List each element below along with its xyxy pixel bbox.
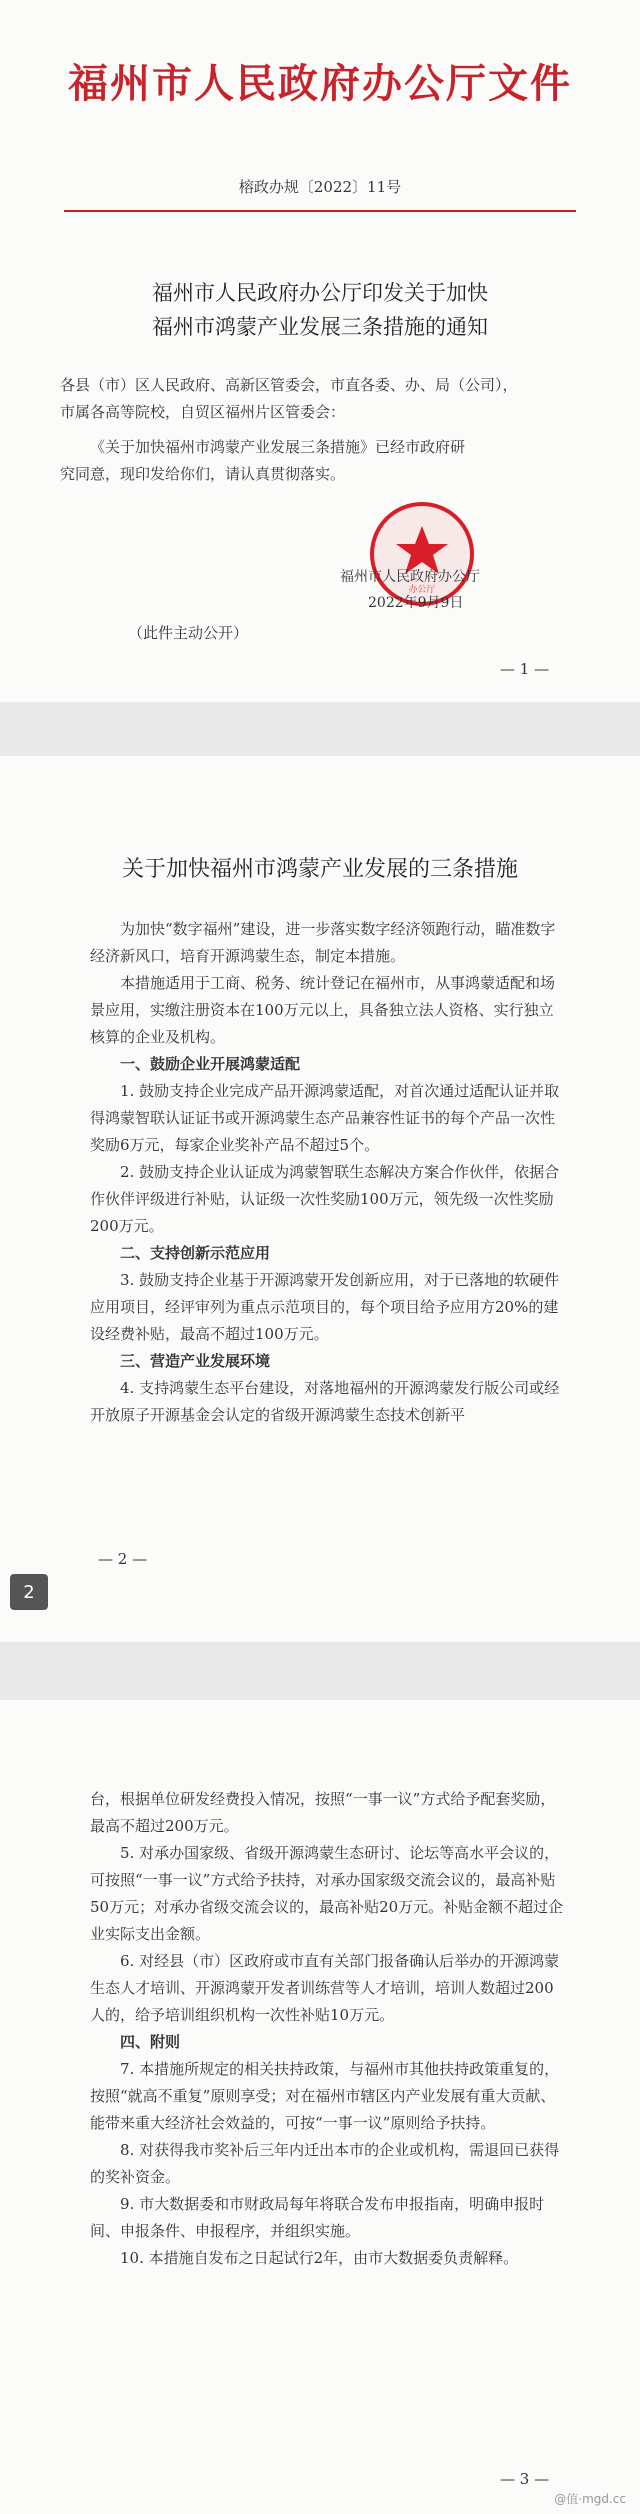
item-5: 5. 对承办国家级、省级开源鸿蒙生态研讨、论坛等高水平会议的，可按照“一事一议”方式给予扶持，对承办国家级交流会议的，最高补贴50万元；对承办省级交流会议的，最高补贴20万元。补贴金额不超过企业实际支出金额。	[90, 1844, 564, 1943]
watermark: @值·mgd.cc	[554, 2492, 626, 2506]
item-2: 2. 鼓励支持企业认证成为鸿蒙智联生态解决方案合作伙伴，依据合作伙伴评级进行补贴，认证级一次性奖励100万元，领先级一次性奖励200万元。	[90, 1163, 560, 1235]
red-header-title: 福州市人民政府办公厅文件	[68, 60, 572, 107]
public-note: （此件主动公开）	[128, 624, 249, 642]
page-number-1: — 1 —	[500, 660, 550, 678]
measures-title: 关于加快福州市鸿蒙产业发展的三条措施	[121, 857, 518, 882]
notice-body-line-1: 《关于加快福州市鸿蒙产业发展三条措施》已经市政府研	[90, 438, 466, 456]
heading-4: 四、附则	[120, 2033, 181, 2051]
document-number: 榕政办规〔2022〕11号	[238, 178, 402, 196]
item-4-continued: 台，根据单位研发经费投入情况，按照“一事一议”方式给予配套奖励，最高不超过200万元。	[90, 1790, 556, 1835]
item-9: 9. 市大数据委和市财政局每年将联合发布申报指南，明确申报时间、申报条件、申报程序，并组织实施。	[90, 2195, 545, 2240]
notice-body	[60, 434, 585, 488]
document-page-3	[0, 1700, 640, 2514]
document-page-2	[0, 756, 640, 1642]
page-number-2: — 2 —	[98, 1550, 148, 1568]
signature-date: 2022年9月9日	[368, 595, 464, 611]
intro-paragraph: 为加快“数字福州”建设，进一步落实数字经济领跑行动，瞄准数字经济新风口，培育开源鸿蒙生态，制定本措施。	[90, 920, 556, 965]
notice-body-line-2: 究同意，现印发给你们，请认真贯彻落实。	[60, 465, 346, 483]
page-number-3: — 3 —	[500, 2470, 550, 2488]
recipients	[60, 372, 585, 426]
item-10: 10. 本措施自发布之日起试行2年，由市大数据委负责解释。	[120, 2249, 519, 2267]
red-divider-line	[64, 210, 576, 212]
item-6: 6. 对经县（市）区政府或市直有关部门报备确认后举办的开源鸿蒙生态人才培训、开源鸿蒙开发者训练营等人才培训，培训人数超过200人的，给予培训组织机构一次性补贴10万元。	[90, 1952, 560, 2024]
item-4: 4. 支持鸿蒙生态平台建设，对落地福州的开源鸿蒙发行版公司或经开放原子开源基金会认定的省级开源鸿蒙生态技术创新平	[90, 1379, 560, 1424]
measures-body-continued	[90, 1786, 565, 2272]
item-1: 1. 鼓励支持企业完成产品开源鸿蒙适配，对首次通过适配认证并取得鸿蒙智联认证证书或开源鸿蒙生态产品兼容性证书的每个产品一次性奖励6万元，每家企业奖补产品不超过5个。	[90, 1082, 560, 1154]
signature-organization: 福州市人民政府办公厅	[340, 569, 480, 585]
item-3: 3. 鼓励支持企业基于开源鸿蒙开发创新应用，对于已落地的软硬件应用项目，经评审列为重点示范项目的，每个项目给予应用方20%的建设经费补贴，最高不超过100万元。	[90, 1271, 560, 1343]
heading-3: 三、营造产业发展环境	[120, 1352, 271, 1370]
heading-1: 一、鼓励企业开展鸿蒙适配	[120, 1055, 301, 1073]
svg-text:办公厅: 办公厅	[408, 585, 436, 595]
heading-2: 二、支持创新示范应用	[120, 1244, 271, 1262]
notice-title-line-2: 福州市鸿蒙产业发展三条措施的通知	[152, 315, 488, 339]
recipients-line-2: 市属各高等院校，自贸区福州片区管委会：	[60, 403, 346, 421]
recipients-line-1: 各县（市）区人民政府、高新区管委会，市直各委、办、局（公司），	[60, 376, 518, 394]
item-7: 7. 本措施所规定的相关扶持政策，与福州市其他扶持政策重复的，按照“就高不重复”原则享受；对在福州市辖区内产业发展有重大贡献、能带来重大经济社会效益的，可按“一事一议”原则给予扶持。	[90, 2060, 560, 2132]
notice-title-line-1: 福州市人民政府办公厅印发关于加快	[152, 281, 488, 305]
notice-title	[60, 276, 580, 344]
item-8: 8. 对获得我市奖补后三年内迁出本市的企业或机构，需退回已获得的奖补资金。	[90, 2141, 560, 2186]
scope-paragraph: 本措施适用于工商、税务、统计登记在福州市，从事鸿蒙适配和场景应用，实缴注册资本在100万元以上，具备独立法人资格、实行独立核算的企业及机构。	[90, 974, 556, 1046]
measures-body	[90, 916, 565, 1429]
page-indicator-badge[interactable]: 2	[10, 1574, 48, 1610]
document-page-1	[0, 0, 640, 702]
